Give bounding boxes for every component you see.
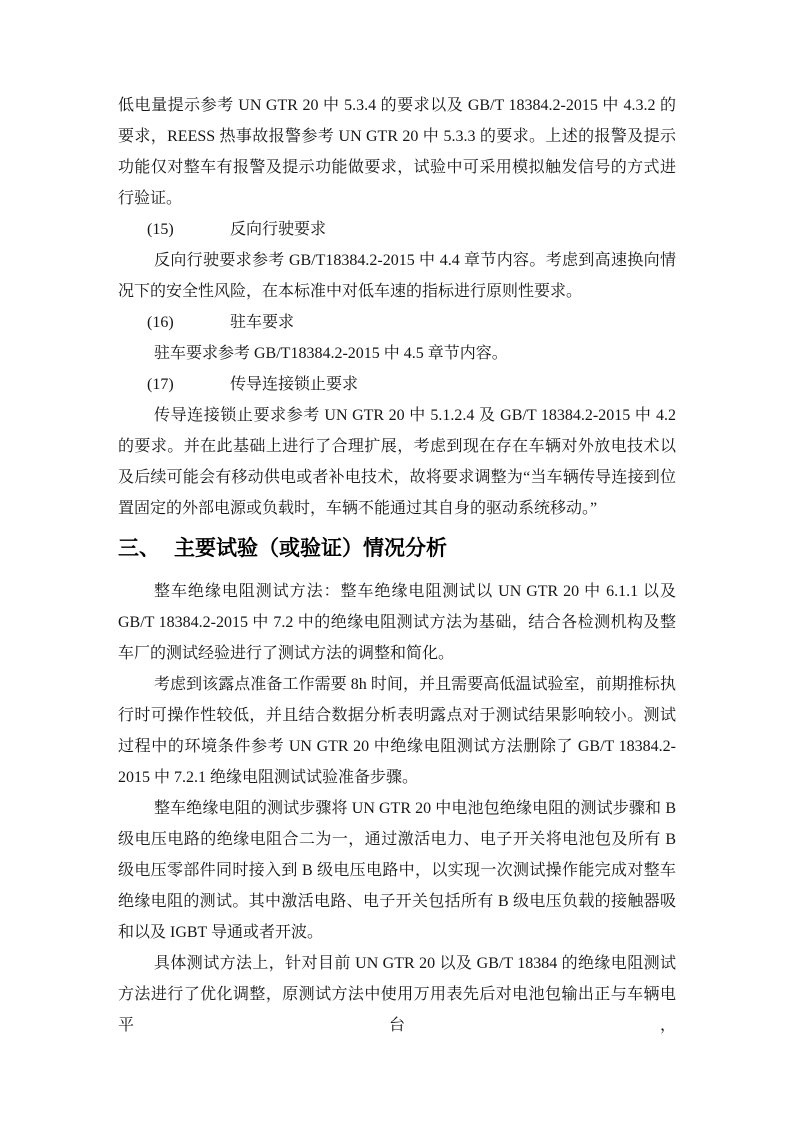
- paragraph-reverse-driving: 反向行驶要求参考 GB/T18384.2-2015 中 4.4 章节内容。考虑到高速换向情况下的安全性风险，在本标准中对低车速的指标进行原则性要求。: [118, 252, 676, 300]
- list-item-16-title: 驻车要求: [230, 314, 295, 331]
- section-heading-number: 三、: [118, 537, 160, 560]
- paragraph-insulation-test-steps: 整车绝缘电阻的测试步骤将 UN GTR 20 中电池包绝缘电阻的测试步骤和 B 级电压电路的绝缘电阻合二为一，通过激活电力、电子开关将电池包及所有 B 级电压零部件同时接入到 B 级电压电路中，以实现一次测试操作能完成对整车绝缘电阻的测试。其中激活电路、电子开关包括所有 B 级电压负载的接触器吸和以及 IGBT 导通或者开波。: [118, 800, 676, 941]
- list-item-15: [118, 214, 676, 245]
- list-item-17-number: (17): [147, 376, 174, 393]
- paragraph-specific-test-method: 具体测试方法上，针对目前 UN GTR 20 以及 GB/T 18384 的绝缘电阻测试方法进行了优化调整，原测试方法中使用万用表先后对电池包输出正与车辆电平台，: [118, 955, 676, 1034]
- paragraph-low-battery-warning: 低电量提示参考 UN GTR 20 中 5.3.4 的要求以及 GB/T 18384.2-2015 中 4.3.2 的要求，REESS 热事故报警参考 UN GTR 20 中 5.3.3 的要求。上述的报警及提示功能仅对整车有报警及提示功能做要求，试验中可采用模拟触发信号的方式进行验证。: [118, 97, 676, 207]
- section-heading-title: 主要试验（或验证）情况分析: [174, 537, 447, 560]
- section-heading: [118, 532, 676, 566]
- paragraph-conductive-connection-lock: 传导连接锁止要求参考 UN GTR 20 中 5.1.2.4 及 GB/T 18384.2-2015 中 4.2 的要求。并在此基础上进行了合理扩展，考虑到现在存在车辆对外放电技术以及后续可能会有移动供电或者补电技术，故将要求调整为“当车辆传导连接到位置固定的外部电源或负载时，车辆不能通过其自身的驱动系统移动。”: [118, 407, 676, 517]
- list-item-15-number: (15): [147, 221, 174, 238]
- list-item-16: [118, 307, 676, 338]
- list-item-17: [118, 369, 676, 400]
- paragraph-parking-requirement: 驻车要求参考 GB/T18384.2-2015 中 4.5 章节内容。: [154, 345, 508, 362]
- list-item-17-title: 传导连接锁止要求: [230, 376, 359, 393]
- document-content: [118, 90, 676, 1041]
- paragraph-dew-point-preparation: 考虑到该露点准备工作需要 8h 时间，并且需要高低温试验室，前期推标执行时可操作性较低，并且结合数据分析表明露点对于测试结果影响较小。测试过程中的环境条件参考 UN GTR 20 中绝缘电阻测试方法删除了 GB/T 18384.2-2015 中 7.2.1 绝缘电阻测试试验准备步骤。: [118, 676, 676, 786]
- paragraph-insulation-test-method: 整车绝缘电阻测试方法：整车绝缘电阻测试以 UN GTR 20 中 6.1.1 以及 GB/T 18384.2-2015 中 7.2 中的绝缘电阻测试方法为基础，结合各检测机构及整车厂的测试经验进行了测试方法的调整和简化。: [118, 583, 676, 662]
- list-item-16-number: (16): [147, 314, 174, 331]
- list-item-15-title: 反向行驶要求: [230, 221, 327, 238]
